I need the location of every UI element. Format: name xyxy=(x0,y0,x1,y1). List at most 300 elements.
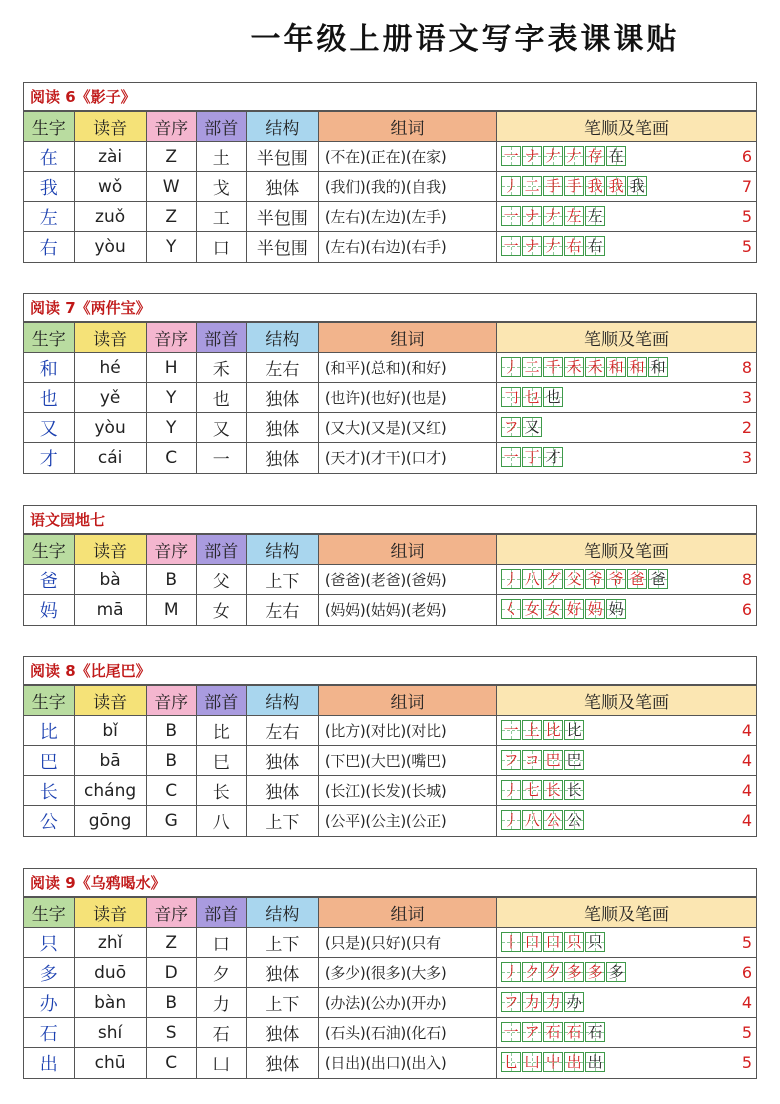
stroke-glyph: 妈 xyxy=(608,600,624,618)
column-header: 部首 xyxy=(196,898,246,928)
lesson-title: 阅读 6《影子》 xyxy=(24,83,756,111)
stroke-order-cell xyxy=(497,776,756,806)
column-header: 音序 xyxy=(146,112,196,142)
character-cell: 右 xyxy=(24,232,74,262)
stroke-glyph: 丿 xyxy=(503,781,519,799)
word-examples-cell: (妈妈)(姑妈)(老妈) xyxy=(318,595,496,625)
stroke-box xyxy=(564,599,584,619)
stroke-count: 7 xyxy=(741,177,752,196)
stroke-glyph: 爸 xyxy=(629,570,645,588)
stroke-glyph: 巴 xyxy=(566,751,582,769)
stroke-count: 5 xyxy=(741,1023,752,1042)
pinyin-cell: bà xyxy=(74,565,146,595)
word-examples-cell: (只是)(只好)(只有 xyxy=(318,928,496,958)
stroke-box xyxy=(543,176,563,196)
initial-letter-cell: B xyxy=(146,716,196,746)
stroke-boxes xyxy=(501,236,606,256)
character-cell: 多 xyxy=(24,958,74,988)
stroke-count: 3 xyxy=(741,388,752,407)
stroke-glyph: 屮 xyxy=(545,1053,561,1071)
character-cell: 只 xyxy=(24,928,74,958)
structure-cell: 独体 xyxy=(246,1018,318,1048)
stroke-count: 6 xyxy=(741,963,752,982)
column-header: 部首 xyxy=(196,686,246,716)
stroke-glyph: 上 xyxy=(524,721,540,739)
pinyin-cell: cháng xyxy=(74,776,146,806)
structure-cell: 上下 xyxy=(246,565,318,595)
stroke-order-cell xyxy=(497,565,756,595)
stroke-box xyxy=(501,1022,521,1042)
stroke-box xyxy=(606,146,626,166)
stroke-order-cell xyxy=(497,958,756,988)
pinyin-cell: bǐ xyxy=(74,716,146,746)
structure-cell: 独体 xyxy=(246,172,318,202)
stroke-box xyxy=(543,146,563,166)
column-header: 读音 xyxy=(74,535,146,565)
word-examples-cell: (左右)(左边)(左手) xyxy=(318,202,496,232)
stroke-box xyxy=(543,387,563,407)
stroke-glyph: 口 xyxy=(524,933,540,951)
character-cell: 比 xyxy=(24,716,74,746)
character-cell: 又 xyxy=(24,413,74,443)
character-cell: 办 xyxy=(24,988,74,1018)
stroke-box xyxy=(522,569,542,589)
initial-letter-cell: Z xyxy=(146,142,196,172)
stroke-count: 4 xyxy=(741,751,752,770)
radical-cell: 夕 xyxy=(196,958,246,988)
stroke-count: 4 xyxy=(741,721,752,740)
stroke-glyph: 𠂇 xyxy=(545,207,561,225)
radical-cell: 土 xyxy=(196,142,246,172)
stroke-box xyxy=(585,146,605,166)
structure-cell: 独体 xyxy=(246,383,318,413)
stroke-box xyxy=(501,417,521,437)
initial-letter-cell: B xyxy=(146,746,196,776)
word-examples-cell: (爸爸)(老爸)(爸妈) xyxy=(318,565,496,595)
stroke-box xyxy=(501,447,521,467)
pinyin-cell: mā xyxy=(74,595,146,625)
stroke-order-cell xyxy=(497,1048,756,1078)
stroke-box xyxy=(501,992,521,1012)
stroke-box xyxy=(522,780,542,800)
stroke-glyph: 夕 xyxy=(545,963,561,981)
stroke-glyph: 和 xyxy=(629,358,645,376)
radical-cell: 戈 xyxy=(196,172,246,202)
stroke-count: 5 xyxy=(741,1053,752,1072)
stroke-glyph: フ xyxy=(503,418,519,436)
stroke-glyph: 口 xyxy=(545,933,561,951)
column-header: 笔顺及笔画 xyxy=(497,112,756,142)
stroke-glyph: 比 xyxy=(566,721,582,739)
stroke-box xyxy=(585,569,605,589)
header-row xyxy=(24,898,756,928)
column-header: 笔顺及笔画 xyxy=(497,535,756,565)
initial-letter-cell: S xyxy=(146,1018,196,1048)
stroke-box xyxy=(585,932,605,952)
table-row xyxy=(24,716,756,746)
stroke-boxes xyxy=(501,176,648,196)
column-header: 笔顺及笔画 xyxy=(497,898,756,928)
stroke-glyph: 丨 xyxy=(503,933,519,951)
column-header: 生字 xyxy=(24,112,74,142)
stroke-count: 2 xyxy=(741,418,752,437)
stroke-box xyxy=(627,357,647,377)
stroke-glyph: 出 xyxy=(566,1053,582,1071)
stroke-box xyxy=(543,447,563,467)
stroke-boxes xyxy=(501,357,669,377)
header-row xyxy=(24,323,756,353)
initial-letter-cell: Y xyxy=(146,232,196,262)
structure-cell: 半包围 xyxy=(246,232,318,262)
stroke-glyph: 和 xyxy=(650,358,666,376)
stroke-glyph: 又 xyxy=(524,418,540,436)
header-row xyxy=(24,535,756,565)
character-cell: 爸 xyxy=(24,565,74,595)
stroke-box xyxy=(564,1052,584,1072)
pinyin-cell: zuǒ xyxy=(74,202,146,232)
stroke-boxes xyxy=(501,1052,606,1072)
stroke-glyph: 父 xyxy=(566,570,582,588)
stroke-box xyxy=(501,720,521,740)
lesson-section xyxy=(23,293,757,474)
stroke-box xyxy=(543,810,563,830)
stroke-box xyxy=(564,176,584,196)
stroke-box xyxy=(606,962,626,982)
stroke-count: 8 xyxy=(741,358,752,377)
stroke-box xyxy=(501,236,521,256)
stroke-glyph: 力 xyxy=(545,993,561,1011)
stroke-glyph: 力 xyxy=(524,993,540,1011)
stroke-glyph: 和 xyxy=(608,358,624,376)
stroke-box xyxy=(501,780,521,800)
stroke-order-cell xyxy=(497,232,756,262)
stroke-glyph: 右 xyxy=(566,237,582,255)
stroke-glyph: ア xyxy=(524,1023,540,1041)
stroke-glyph: ナ xyxy=(524,237,540,255)
stroke-box xyxy=(522,206,542,226)
stroke-box xyxy=(585,599,605,619)
column-header: 音序 xyxy=(146,535,196,565)
table-row xyxy=(24,443,756,473)
stroke-glyph: 只 xyxy=(566,933,582,951)
radical-cell: 石 xyxy=(196,1018,246,1048)
column-header: 结构 xyxy=(246,535,318,565)
stroke-glyph: 𠃌 xyxy=(503,388,519,406)
stroke-glyph: 我 xyxy=(629,177,645,195)
stroke-glyph: 丿 xyxy=(503,811,519,829)
structure-cell: 独体 xyxy=(246,443,318,473)
lesson-section xyxy=(23,82,757,263)
stroke-glyph: 女 xyxy=(545,600,561,618)
stroke-glyph: 爷 xyxy=(587,570,603,588)
initial-letter-cell: C xyxy=(146,1048,196,1078)
table-row xyxy=(24,232,756,262)
stroke-box xyxy=(522,417,542,437)
stroke-glyph: 比 xyxy=(545,721,561,739)
stroke-count: 4 xyxy=(741,781,752,800)
stroke-glyph: フ xyxy=(503,993,519,1011)
word-examples-cell: (办法)(公办)(开办) xyxy=(318,988,496,1018)
table-row xyxy=(24,413,756,443)
word-examples-cell: (下巴)(大巴)(嘴巴) xyxy=(318,746,496,776)
pinyin-cell: yòu xyxy=(74,413,146,443)
stroke-order-cell xyxy=(497,716,756,746)
table-row xyxy=(24,928,756,958)
stroke-glyph: 丿 xyxy=(503,358,519,376)
stroke-glyph: 𠂇 xyxy=(545,237,561,255)
radical-cell: 凵 xyxy=(196,1048,246,1078)
word-examples-cell: (不在)(正在)(在家) xyxy=(318,142,496,172)
stroke-count: 6 xyxy=(741,600,752,619)
radical-cell: 一 xyxy=(196,443,246,473)
stroke-glyph: 石 xyxy=(566,1023,582,1041)
stroke-glyph: 丿 xyxy=(503,963,519,981)
stroke-glyph: 丿 xyxy=(503,570,519,588)
radical-cell: 也 xyxy=(196,383,246,413)
stroke-box xyxy=(501,357,521,377)
column-header: 组词 xyxy=(318,323,496,353)
structure-cell: 左右 xyxy=(246,716,318,746)
stroke-glyph: 妈 xyxy=(587,600,603,618)
stroke-glyph: 左 xyxy=(566,207,582,225)
pinyin-cell: hé xyxy=(74,353,146,383)
character-cell: 才 xyxy=(24,443,74,473)
stroke-box xyxy=(522,1022,542,1042)
stroke-box xyxy=(522,750,542,770)
initial-letter-cell: C xyxy=(146,443,196,473)
word-examples-cell: (比方)(对比)(对比) xyxy=(318,716,496,746)
stroke-box xyxy=(522,176,542,196)
stroke-box xyxy=(564,236,584,256)
radical-cell: 巳 xyxy=(196,746,246,776)
initial-letter-cell: M xyxy=(146,595,196,625)
stroke-box xyxy=(627,176,647,196)
column-header: 生字 xyxy=(24,686,74,716)
header-row xyxy=(24,112,756,142)
stroke-order-cell xyxy=(497,595,756,625)
stroke-box xyxy=(564,569,584,589)
pinyin-cell: bā xyxy=(74,746,146,776)
lesson-title: 阅读 9《乌鸦喝水》 xyxy=(24,869,756,897)
pinyin-cell: wǒ xyxy=(74,172,146,202)
stroke-glyph: グ xyxy=(545,570,561,588)
word-examples-cell: (多少)(很多)(大多) xyxy=(318,958,496,988)
initial-letter-cell: Z xyxy=(146,928,196,958)
column-header: 结构 xyxy=(246,686,318,716)
table-row xyxy=(24,776,756,806)
radical-cell: 口 xyxy=(196,232,246,262)
stroke-boxes xyxy=(501,1022,606,1042)
stroke-box xyxy=(564,357,584,377)
column-header: 组词 xyxy=(318,686,496,716)
stroke-glyph: 一 xyxy=(503,207,519,225)
stroke-boxes xyxy=(501,599,627,619)
stroke-order-cell xyxy=(497,1018,756,1048)
stroke-box xyxy=(585,1022,605,1042)
stroke-glyph: 八 xyxy=(524,570,540,588)
stroke-box xyxy=(522,146,542,166)
stroke-box xyxy=(522,1052,542,1072)
stroke-box xyxy=(606,569,626,589)
stroke-box xyxy=(522,720,542,740)
stroke-glyph: 在 xyxy=(608,147,624,165)
word-examples-cell: (左右)(右边)(右手) xyxy=(318,232,496,262)
stroke-glyph: 石 xyxy=(545,1023,561,1041)
stroke-glyph: 乜 xyxy=(524,388,540,406)
stroke-glyph: 长 xyxy=(545,781,561,799)
stroke-count: 6 xyxy=(741,147,752,166)
pinyin-cell: cái xyxy=(74,443,146,473)
stroke-glyph: 我 xyxy=(608,177,624,195)
character-cell: 我 xyxy=(24,172,74,202)
column-header: 组词 xyxy=(318,112,496,142)
word-examples-cell: (又大)(又是)(又红) xyxy=(318,413,496,443)
stroke-glyph: 公 xyxy=(545,811,561,829)
structure-cell: 独体 xyxy=(246,746,318,776)
pinyin-cell: shí xyxy=(74,1018,146,1048)
structure-cell: 独体 xyxy=(246,413,318,443)
stroke-box xyxy=(585,176,605,196)
structure-cell: 左右 xyxy=(246,353,318,383)
initial-letter-cell: B xyxy=(146,565,196,595)
header-row xyxy=(24,686,756,716)
stroke-glyph: 二 xyxy=(524,177,540,195)
stroke-glyph: 左 xyxy=(587,207,603,225)
stroke-box xyxy=(564,810,584,830)
stroke-box xyxy=(501,206,521,226)
column-header: 生字 xyxy=(24,535,74,565)
stroke-glyph: 多 xyxy=(608,963,624,981)
stroke-box xyxy=(522,447,542,467)
stroke-box xyxy=(543,780,563,800)
table-row xyxy=(24,202,756,232)
stroke-box xyxy=(606,357,626,377)
stroke-boxes xyxy=(501,720,585,740)
pinyin-cell: bàn xyxy=(74,988,146,1018)
stroke-box xyxy=(564,932,584,952)
initial-letter-cell: D xyxy=(146,958,196,988)
stroke-glyph: 禾 xyxy=(566,358,582,376)
column-header: 组词 xyxy=(318,535,496,565)
stroke-glyph: 巴 xyxy=(545,751,561,769)
stroke-order-cell xyxy=(497,202,756,232)
stroke-box xyxy=(585,236,605,256)
pinyin-cell: duō xyxy=(74,958,146,988)
radical-cell: 长 xyxy=(196,776,246,806)
stroke-glyph: 只 xyxy=(587,933,603,951)
page-title: 一年级上册语文写字表课课贴 xyxy=(250,22,680,57)
structure-cell: 半包围 xyxy=(246,142,318,172)
pinyin-cell: yě xyxy=(74,383,146,413)
stroke-glyph: 出 xyxy=(587,1053,603,1071)
stroke-boxes xyxy=(501,447,564,467)
structure-cell: 左右 xyxy=(246,595,318,625)
radical-cell: 口 xyxy=(196,928,246,958)
table-row xyxy=(24,383,756,413)
stroke-glyph: フ xyxy=(503,751,519,769)
table-row xyxy=(24,1018,756,1048)
word-examples-cell: (也许)(也好)(也是) xyxy=(318,383,496,413)
table-row xyxy=(24,595,756,625)
character-cell: 出 xyxy=(24,1048,74,1078)
table-row xyxy=(24,988,756,1018)
structure-cell: 独体 xyxy=(246,1048,318,1078)
column-header: 读音 xyxy=(74,898,146,928)
column-header: 部首 xyxy=(196,112,246,142)
stroke-box xyxy=(522,992,542,1012)
stroke-glyph: 𠂇 xyxy=(566,147,582,165)
stroke-boxes xyxy=(501,780,585,800)
stroke-boxes xyxy=(501,206,606,226)
initial-letter-cell: C xyxy=(146,776,196,806)
stroke-boxes xyxy=(501,146,627,166)
stroke-box xyxy=(543,569,563,589)
column-header: 结构 xyxy=(246,112,318,142)
stroke-box xyxy=(501,962,521,982)
column-header: 音序 xyxy=(146,686,196,716)
stroke-box xyxy=(501,387,521,407)
stroke-glyph: ク xyxy=(524,963,540,981)
stroke-order-cell xyxy=(497,172,756,202)
column-header: 读音 xyxy=(74,112,146,142)
stroke-count: 5 xyxy=(741,933,752,952)
radical-cell: 八 xyxy=(196,806,246,836)
radical-cell: 又 xyxy=(196,413,246,443)
stroke-glyph: 凵 xyxy=(524,1053,540,1071)
initial-letter-cell: H xyxy=(146,353,196,383)
stroke-box xyxy=(564,962,584,982)
column-header: 组词 xyxy=(318,898,496,928)
stroke-box xyxy=(501,810,521,830)
stroke-box xyxy=(522,810,542,830)
column-header: 生字 xyxy=(24,323,74,353)
table-row xyxy=(24,565,756,595)
word-examples-cell: (天才)(才干)(口才) xyxy=(318,443,496,473)
stroke-glyph: 右 xyxy=(587,237,603,255)
stroke-count: 3 xyxy=(741,448,752,467)
character-cell: 和 xyxy=(24,353,74,383)
stroke-box xyxy=(501,569,521,589)
stroke-boxes xyxy=(501,750,585,770)
column-header: 笔顺及笔画 xyxy=(497,686,756,716)
stroke-box xyxy=(522,236,542,256)
stroke-boxes xyxy=(501,569,669,589)
table-row xyxy=(24,806,756,836)
stroke-box xyxy=(564,750,584,770)
lesson-section xyxy=(23,868,757,1079)
stroke-boxes xyxy=(501,810,585,830)
word-examples-cell: (公平)(公主)(公正) xyxy=(318,806,496,836)
stroke-box xyxy=(648,569,668,589)
radical-cell: 女 xyxy=(196,595,246,625)
stroke-box xyxy=(543,962,563,982)
stroke-glyph: 一 xyxy=(503,721,519,739)
structure-cell: 独体 xyxy=(246,958,318,988)
lesson-title: 阅读 7《两件宝》 xyxy=(24,294,756,322)
character-cell: 石 xyxy=(24,1018,74,1048)
stroke-glyph: 手 xyxy=(566,177,582,195)
stroke-glyph: 丁 xyxy=(524,448,540,466)
stroke-glyph: 一 xyxy=(503,237,519,255)
stroke-box xyxy=(585,357,605,377)
character-cell: 妈 xyxy=(24,595,74,625)
stroke-glyph: ナ xyxy=(524,147,540,165)
stroke-glyph: 也 xyxy=(545,388,561,406)
stroke-glyph: 多 xyxy=(566,963,582,981)
stroke-box xyxy=(564,146,584,166)
vocab-table xyxy=(24,534,756,625)
word-examples-cell: (我们)(我的)(自我) xyxy=(318,172,496,202)
